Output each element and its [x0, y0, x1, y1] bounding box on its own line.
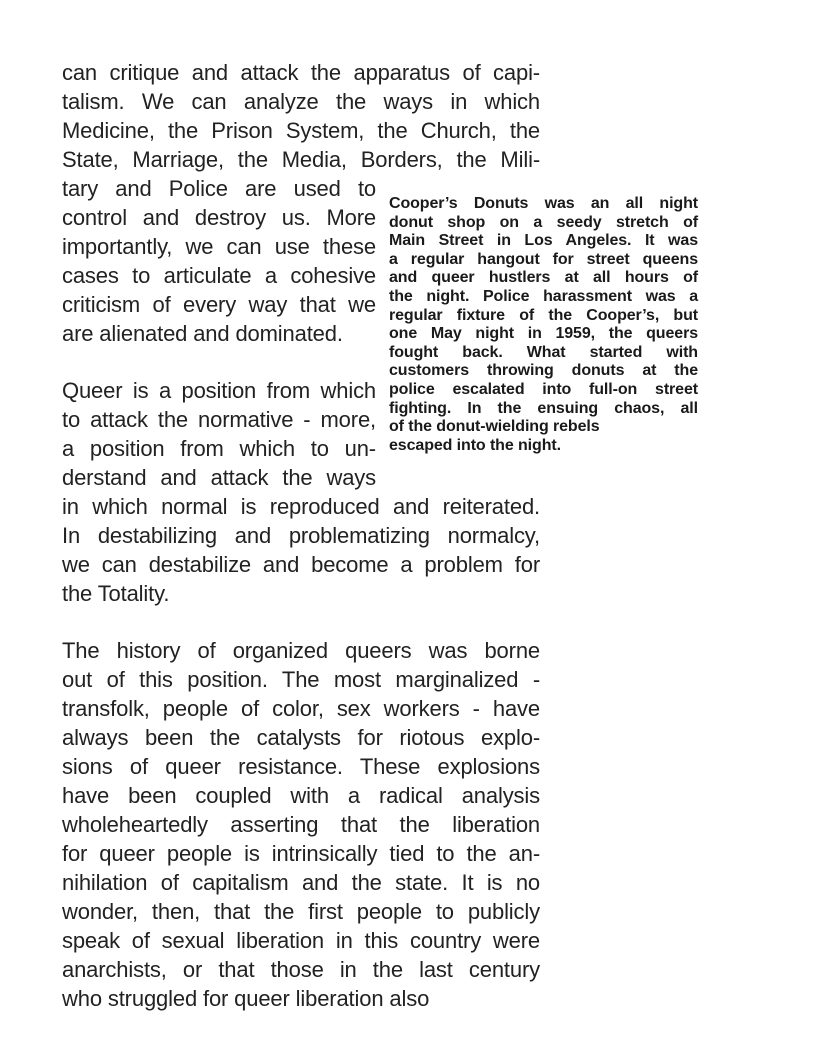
text-line: for queer people is intrinsically tied to the an- — [62, 841, 540, 866]
sidebar-line: escaped into the night. — [389, 436, 561, 454]
sidebar-line: customers throwing donuts at the — [389, 362, 698, 380]
text-line: out of this position. The most marginalized - — [62, 667, 540, 692]
text-line: have been coupled with a radical analysis — [62, 783, 540, 808]
sidebar-line: fighting. In the ensuing chaos, all — [389, 399, 698, 417]
sidebar-line: donut shop on a seedy stretch of — [389, 213, 698, 231]
text-line: The history of organized queers was borne — [62, 638, 540, 663]
sidebar-note — [389, 195, 698, 455]
text-line: tary and Police are used to — [62, 176, 376, 201]
text-line: Queer is a position from which — [62, 378, 376, 403]
sidebar-line: Cooper’s Donuts was an all night — [389, 195, 698, 212]
text-line: nihilation of capitalism and the state. It is no — [62, 870, 540, 895]
text-line: State, Marriage, the Media, Borders, the Mili- — [62, 147, 540, 172]
sidebar-line: and queer hustlers at all hours of — [389, 269, 698, 287]
sidebar-line: police escalated into full-on street — [389, 380, 698, 398]
text-line: anarchists, or that those in the last century — [62, 957, 540, 982]
text-line: Medicine, the Prison System, the Church, the — [62, 118, 540, 143]
text-line: in which normal is reproduced and reiterated. — [62, 494, 540, 519]
text-line: wonder, then, that the first people to publicly — [62, 899, 540, 924]
text-line: importantly, we can use these — [62, 234, 376, 259]
text-line: cases to articulate a cohesive — [62, 263, 376, 288]
sidebar-line: a regular hangout for street queens — [389, 250, 698, 268]
text-line: who struggled for queer liberation also — [62, 986, 430, 1011]
text-line: transfolk, people of color, sex workers - have — [62, 696, 540, 721]
text-line: speak of sexual liberation in this country were — [62, 928, 540, 953]
text-line: can critique and attack the apparatus of capi- — [62, 60, 540, 85]
text-line: derstand and attack the ways — [62, 465, 376, 490]
sidebar-line: fought back. What started with — [389, 343, 698, 361]
text-line: we can destabilize and become a problem for — [62, 552, 540, 577]
text-line: the Totality. — [62, 581, 170, 606]
text-line: criticism of every way that we — [62, 292, 376, 317]
text-line: sions of queer resistance. These explosions — [62, 754, 540, 779]
text-line: are alienated and dominated. — [62, 321, 343, 346]
text-line: talism. We can analyze the ways in which — [62, 89, 540, 114]
text-line: In destabilizing and problematizing normalcy, — [62, 523, 540, 548]
sidebar-line: the night. Police harassment was a — [389, 287, 698, 305]
sidebar-line: regular fixture of the Cooper’s, but — [389, 306, 698, 324]
text-line: a position from which to un- — [62, 436, 376, 461]
sidebar-line: Main Street in Los Angeles. It was — [389, 232, 698, 250]
sidebar-line: of the donut-wielding rebels — [389, 418, 600, 436]
text-line: wholeheartedly asserting that the liberation — [62, 812, 540, 837]
sidebar-line: one May night in 1959, the queers — [389, 325, 698, 343]
text-line: always been the catalysts for riotous explo- — [62, 725, 540, 750]
text-line: control and destroy us. More — [62, 205, 376, 230]
text-line: to attack the normative - more, — [62, 407, 376, 432]
